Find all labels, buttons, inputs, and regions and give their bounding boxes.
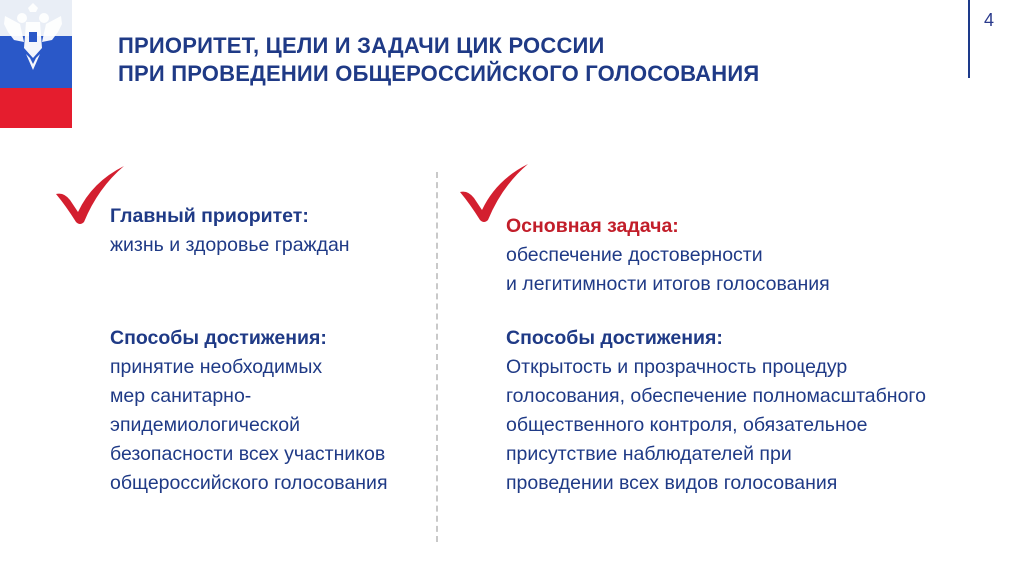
task-line: обеспечение достоверности — [506, 244, 763, 266]
right-methods-heading: Способы достижения: — [506, 327, 723, 349]
left-methods-line: мер санитарно- — [110, 385, 252, 407]
flag-red-band — [0, 88, 72, 128]
right-methods-line: присутствие наблюдателей при — [506, 443, 792, 465]
column-divider — [436, 172, 438, 542]
task-line: и легитимности итогов голосования — [506, 273, 830, 295]
priority-line: жизнь и здоровье граждан — [110, 234, 350, 256]
task-heading: Основная задача: — [506, 215, 679, 237]
slide-title — [118, 32, 938, 88]
left-methods-line: принятие необходимых — [110, 356, 323, 378]
left-methods-block — [110, 324, 388, 498]
title-line-1: ПРИОРИТЕТ, ЦЕЛИ И ЗАДАЧИ ЦИК РОССИИ — [118, 33, 605, 58]
title-line-2: ПРИ ПРОВЕДЕНИИ ОБЩЕРОССИЙСКОГО ГОЛОСОВАНИЯ — [118, 61, 760, 86]
left-priority-block — [110, 202, 350, 260]
left-methods-heading: Способы достижения: — [110, 327, 327, 349]
left-methods-line: общероссийского голосования — [110, 472, 388, 494]
right-methods-line: голосования, обеспечение полномасштабного — [506, 385, 926, 407]
page-number: 4 — [984, 10, 995, 30]
right-methods-line: Открытость и прозрачность процедур — [506, 356, 848, 378]
left-methods-line: безопасности всех участников — [110, 443, 386, 465]
right-methods-block — [506, 324, 926, 498]
right-methods-line: проведении всех видов голосования — [506, 472, 838, 494]
russia-flag-logo — [0, 0, 72, 128]
priority-heading: Главный приоритет: — [110, 205, 309, 227]
left-methods-line: эпидемиологической — [110, 414, 301, 436]
page-number-divider — [968, 0, 970, 78]
right-methods-line: общественного контроля, обязательное — [506, 414, 868, 436]
right-task-block — [506, 212, 830, 299]
double-headed-eagle-icon — [2, 2, 64, 76]
